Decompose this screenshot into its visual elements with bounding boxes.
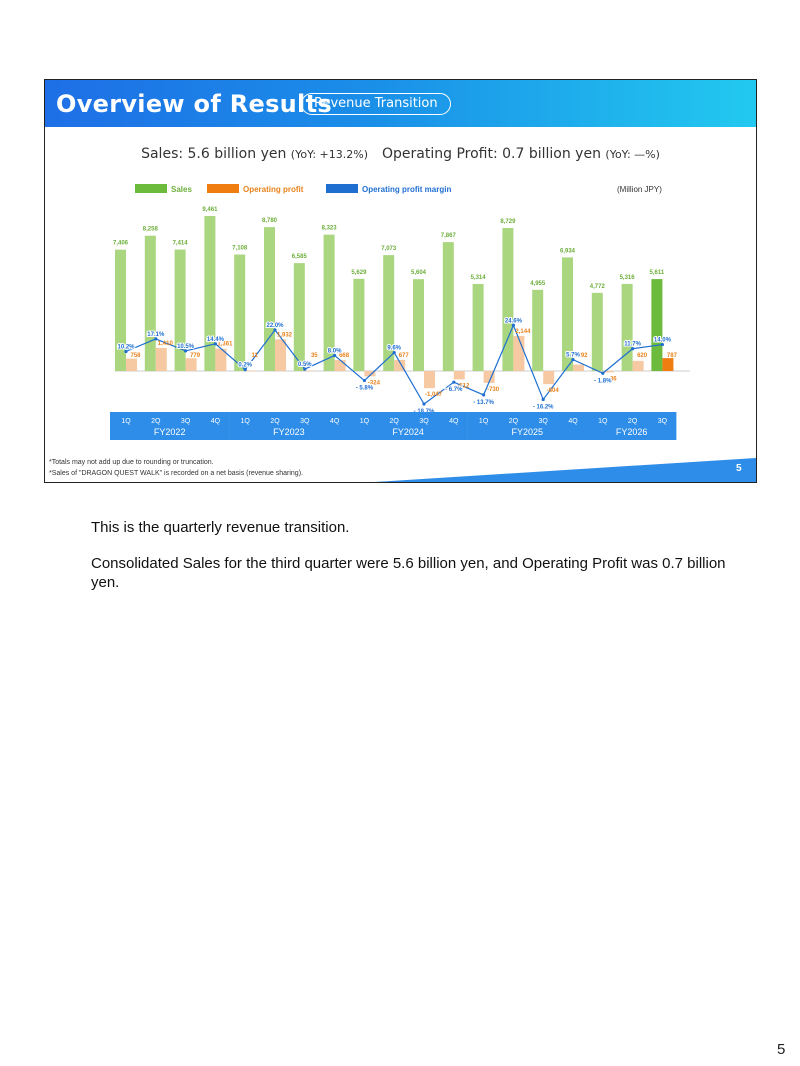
margin-label-16: 5.7% — [566, 352, 580, 359]
op-label-4: 1,361 — [217, 341, 233, 348]
fiscal-year-label-FY2025: FY2025 — [511, 427, 544, 437]
sales-bar-15 — [532, 290, 543, 371]
sales-bar-14 — [502, 228, 513, 371]
margin-point-12 — [452, 381, 455, 384]
sales-bar-19 — [651, 279, 662, 371]
quarter-label-1: 1Q — [121, 418, 131, 425]
margin-point-11 — [422, 402, 425, 405]
op-bar-8 — [335, 360, 346, 371]
quarter-label-12: 4Q — [449, 418, 459, 425]
margin-label-17: - 1.8% — [594, 378, 612, 385]
margin-point-17 — [601, 372, 604, 375]
op-bar-12 — [454, 371, 465, 379]
quarter-label-9: 1Q — [359, 418, 370, 425]
op-bar-14 — [513, 336, 524, 371]
sales-bar-9 — [353, 279, 364, 371]
footnote-rounding: *Totals may not add up due to rounding or truncation. — [49, 459, 214, 466]
slide — [44, 79, 757, 483]
notes-paragraph-1: This is the quarterly revenue transition. — [91, 519, 350, 536]
slide-title: Overview of Results — [56, 90, 332, 118]
margin-point-9 — [363, 379, 366, 382]
margin-point-13 — [482, 393, 485, 396]
sales-label-5: 7,108 — [232, 245, 248, 252]
op-label-15: -804 — [546, 388, 559, 395]
margin-label-19: 14.0% — [653, 337, 671, 344]
margin-label-6: 22.0% — [266, 323, 284, 329]
sales-label-18: 5,316 — [619, 274, 635, 281]
legend-swatch-sales — [135, 184, 167, 193]
op-label-6: 1,932 — [276, 332, 293, 339]
margin-label-18: 11.7% — [624, 341, 641, 348]
speaker-notes — [91, 518, 731, 609]
sales-label-6: 8,780 — [261, 218, 278, 225]
quarter-label-4: 4Q — [210, 418, 221, 425]
quarter-label-19: 3Q — [657, 418, 668, 425]
margin-point-15 — [542, 398, 545, 401]
op-label-10: 677 — [398, 353, 409, 359]
sales-bar-4 — [204, 216, 215, 371]
sales-bar-1 — [115, 250, 126, 371]
summary-operating-profit: Operating Profit: 0.7 billion yen — [382, 146, 601, 162]
sales-label-12: 7,867 — [440, 233, 456, 240]
slide-page-number: 5 — [736, 463, 742, 474]
op-bar-2 — [156, 348, 167, 371]
op-label-11: -1,047 — [424, 392, 443, 399]
sales-label-8: 8,323 — [321, 225, 337, 232]
margin-label-4: 14.4% — [206, 336, 224, 343]
quarter-label-10: 2Q — [389, 418, 399, 425]
sales-bar-12 — [443, 242, 454, 371]
op-label-16: 392 — [577, 353, 588, 359]
quarter-label-15: 3Q — [538, 418, 548, 425]
quarter-label-7: 3Q — [300, 418, 310, 425]
fiscal-year-label-FY2024: FY2024 — [392, 427, 424, 437]
fiscal-year-label-FY2022: FY2022 — [153, 427, 186, 437]
sales-label-11: 5,604 — [410, 270, 427, 277]
op-label-19: 787 — [666, 353, 677, 359]
sales-bar-3 — [175, 250, 186, 371]
sales-bar-5 — [234, 255, 245, 371]
margin-label-7: 0.5% — [297, 362, 312, 369]
quarter-label-3: 3Q — [180, 418, 191, 425]
summary-sales: Sales: 5.6 billion yen — [141, 146, 287, 162]
sales-bar-2 — [145, 236, 156, 371]
sales-label-10: 7,073 — [381, 246, 397, 253]
sales-label-2: 8,258 — [142, 226, 158, 233]
margin-label-3: 10.5% — [177, 343, 195, 350]
footer-swoosh-shape — [375, 458, 756, 482]
footer-swoosh — [375, 458, 756, 482]
legend-swatch-margin — [326, 184, 358, 193]
chart-legend — [135, 184, 662, 194]
op-bar-16 — [573, 365, 584, 371]
margin-label-1: 10.2% — [117, 344, 135, 351]
sales-bar-11 — [413, 279, 424, 371]
quarter-label-8: 4Q — [329, 418, 340, 425]
sales-label-4: 9,461 — [202, 207, 218, 213]
summary-sales-yoy: (YoY: +13.2%) — [290, 148, 368, 161]
margin-label-8: 8.0% — [327, 348, 342, 355]
margin-label-2: 17.1% — [147, 331, 165, 338]
quarter-axis — [110, 412, 676, 440]
op-bar-3 — [186, 358, 197, 371]
op-bar-19 — [662, 358, 673, 371]
title-badge: Revenue Transition — [301, 93, 451, 115]
op-bar-6 — [275, 339, 286, 371]
revenue-chart — [45, 80, 756, 482]
op-label-18: 620 — [637, 353, 648, 359]
op-bar-18 — [633, 361, 644, 371]
sales-label-1: 7,406 — [112, 240, 129, 247]
legend-swatch-operating-profit — [207, 184, 239, 193]
legend-label-operating-profit: Operating profit — [243, 185, 304, 194]
footnotes — [49, 457, 303, 479]
quarter-label-2: 2Q — [151, 418, 161, 425]
op-label-13: -730 — [487, 386, 500, 393]
op-label-12: -512 — [457, 383, 470, 390]
sales-label-17: 4,772 — [589, 283, 605, 290]
margin-label-13: - 13.7% — [473, 399, 494, 406]
sales-bar-17 — [592, 293, 603, 371]
summary-op-yoy: (YoY: —%) — [605, 148, 660, 161]
sales-bar-13 — [473, 284, 484, 371]
legend-label-margin: Operating profit margin — [362, 185, 452, 194]
sales-label-14: 8,729 — [500, 218, 516, 225]
quarter-label-11: 3Q — [419, 418, 429, 425]
op-bar-7 — [305, 370, 316, 371]
sales-label-9: 5,629 — [351, 269, 367, 276]
op-label-3: 779 — [190, 353, 201, 359]
margin-label-5: 0.2% — [238, 362, 253, 369]
sales-bar-6 — [264, 227, 275, 371]
op-bar-11 — [424, 371, 435, 388]
op-bar-1 — [126, 359, 137, 371]
quarter-label-14: 2Q — [508, 418, 519, 425]
op-label-7: 35 — [310, 353, 318, 359]
quarter-label-6: 2Q — [270, 418, 280, 425]
margin-label-9: - 5.8% — [355, 385, 374, 392]
margin-label-15: - 16.2% — [532, 404, 554, 411]
op-label-14: 2,144 — [515, 328, 531, 335]
page-number: 5 — [777, 1041, 786, 1058]
op-label-8: 668 — [339, 353, 350, 359]
margin-label-14: 24.6% — [504, 318, 522, 325]
unit-label: (Million JPY) — [617, 185, 662, 194]
op-label-1: 758 — [130, 353, 141, 359]
fiscal-year-label-FY2026: FY2026 — [615, 427, 648, 437]
sales-label-15: 4,955 — [530, 280, 546, 287]
op-bar-15 — [543, 371, 554, 384]
sales-label-16: 6,934 — [559, 248, 576, 255]
notes-paragraph-2: Consolidated Sales for the third quarter were 5.6 billion yen, and Operating Profit was 0.7 billion yen. — [91, 555, 726, 591]
legend-label-sales: Sales — [171, 185, 192, 194]
sales-bar-18 — [622, 284, 633, 371]
margin-label-12: - 6.7% — [445, 387, 463, 394]
sales-label-3: 7,414 — [172, 240, 188, 247]
footnote-dq-walk: *Sales of "DRAGON QUEST WALK" is recorded on a net basis (revenue sharing). — [49, 470, 303, 477]
sales-bar-7 — [294, 263, 305, 371]
op-label-9: -324 — [367, 380, 380, 387]
quarter-label-5: 1Q — [240, 418, 250, 425]
sales-label-13: 5,314 — [470, 274, 486, 281]
op-bar-5 — [245, 371, 256, 372]
fiscal-year-label-FY2023: FY2023 — [273, 427, 305, 437]
quarter-label-18: 2Q — [627, 418, 638, 425]
bars-layer — [112, 216, 690, 388]
margin-label-10: 9.6% — [387, 345, 402, 352]
sales-label-7: 6,585 — [291, 254, 307, 261]
quarter-label-17: 1Q — [598, 418, 608, 425]
quarter-label-13: 1Q — [478, 418, 489, 425]
sales-label-19: 5,611 — [649, 270, 665, 277]
op-label-2: 1,410 — [157, 340, 173, 347]
quarter-label-16: 4Q — [568, 418, 578, 425]
op-label-17: -86 — [607, 376, 617, 383]
op-label-5: 11 — [251, 353, 258, 359]
